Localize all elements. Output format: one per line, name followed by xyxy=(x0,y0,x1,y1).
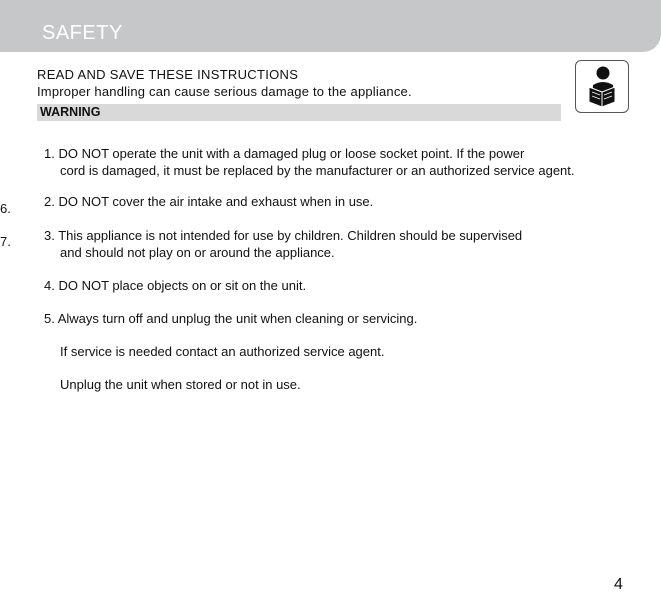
page-number: 4 xyxy=(614,576,623,593)
instruction-item-3 xyxy=(44,227,522,261)
instruction-item-2 xyxy=(44,193,373,210)
item-text: 5. Always turn off and unplug the unit when cleaning or servicing. xyxy=(44,311,418,326)
item-text-cont: cord is damaged, it must be replaced by the manufacturer or an authorized service agent. xyxy=(60,163,575,178)
item-text: Unplug the unit when stored or not in use. xyxy=(60,377,301,392)
reading-person-icon xyxy=(575,60,629,113)
item-text-cont: and should not play on or around the appliance. xyxy=(60,245,335,260)
intro-heading: READ AND SAVE THESE INSTRUCTIONS xyxy=(37,67,299,82)
intro-subtext: Improper handling can cause serious damage to the appliance. xyxy=(37,84,412,99)
instruction-item-4 xyxy=(44,277,306,294)
warning-label: WARNING xyxy=(40,105,101,119)
instruction-item-1 xyxy=(44,145,575,179)
item-text: 1. DO NOT operate the unit with a damaged plug or loose socket point. If the power xyxy=(44,146,525,161)
instruction-item-5 xyxy=(44,310,417,327)
warning-bar xyxy=(37,104,561,121)
item-text: 4. DO NOT place objects on or sit on the unit. xyxy=(44,278,307,293)
item-text: If service is needed contact an authorized service agent. xyxy=(60,344,385,359)
page-title: SAFETY xyxy=(42,22,123,44)
item-text: 3. This appliance is not intended for use by children. Children should be supervised xyxy=(44,228,523,243)
item-text: 2. DO NOT cover the air intake and exhaust when in use. xyxy=(44,194,374,209)
header-bar xyxy=(0,0,661,52)
instruction-item-7 xyxy=(60,376,301,393)
side-number-7: 7. xyxy=(0,234,11,249)
instruction-item-6 xyxy=(60,343,384,360)
intro xyxy=(37,66,412,100)
side-number-6: 6. xyxy=(0,201,11,216)
